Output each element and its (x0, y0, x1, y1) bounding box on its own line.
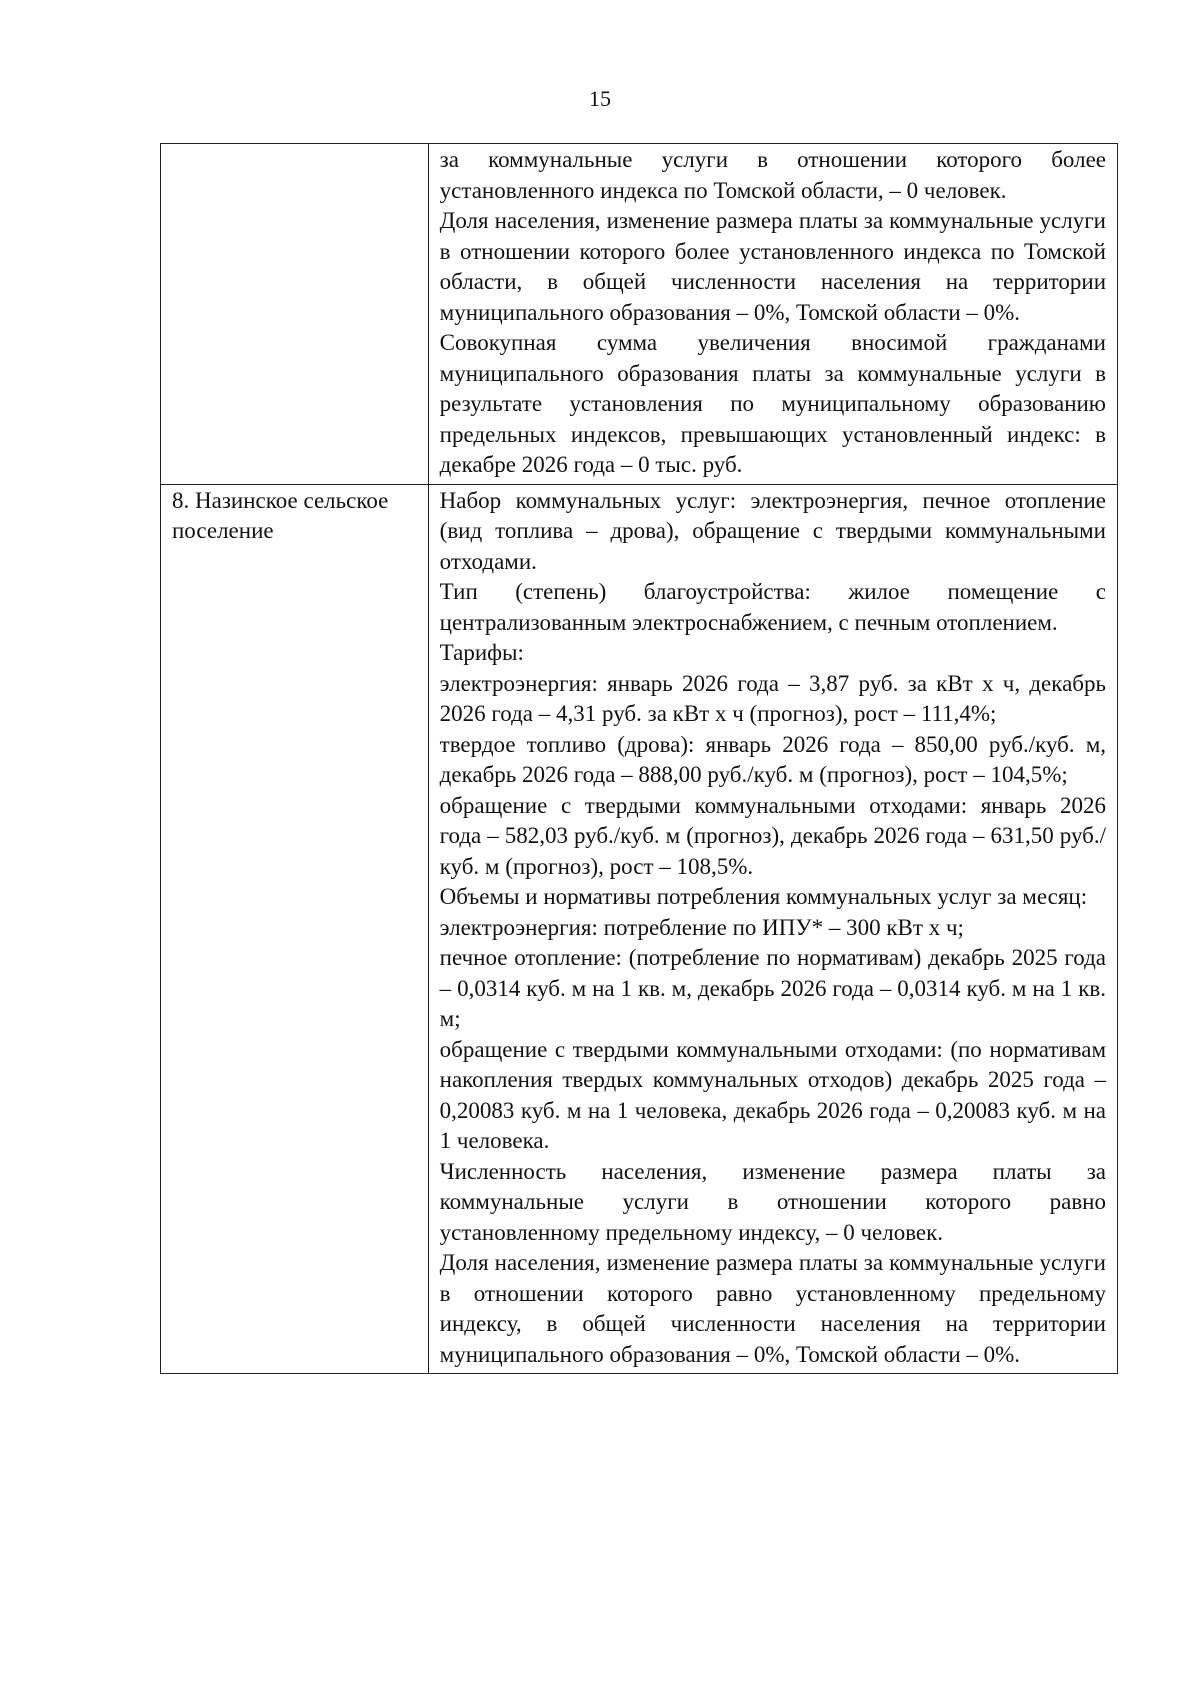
description-paragraph: Объемы и нормативы потребления коммунальных услуг за месяц: (439, 884, 1088, 909)
description-paragraph: Численность населения, изменение размера платы за коммунальные услуги в отношении которого равно установленному предельному индексу, – 0 человек. (439, 1158, 1106, 1245)
description-paragraph: электроэнергия: потребление по ИПУ* – 300 кВт х ч; (439, 914, 964, 940)
municipality-name-cell (161, 144, 429, 485)
table-row (161, 484, 1118, 1374)
description-paragraph: Набор коммунальных услуг: электроэнергия, печное отопление (вид топлива – дрова), обращение с твердыми коммунальными отходами. (439, 487, 1106, 574)
description-paragraph: электроэнергия: январь 2026 года – 3,87 руб. за кВт х ч, декабрь 2026 года – 4,31 руб. за кВт х ч (прогноз), рост – 111,4%; (439, 670, 1106, 726)
description-paragraph: твердое топливо (дрова): январь 2026 года – 850,00 руб./куб. м, декабрь 2026 года – 888,00 руб./куб. м (прогноз), рост – 104,5%; (439, 731, 1106, 787)
page-number: 15 (589, 86, 611, 111)
description-paragraph: за коммунальные услуги в отношении которого более установленного индекса по Томской области, – 0 человек. (439, 147, 1106, 203)
description-paragraph: Доля населения, изменение размера платы за коммунальные услуги в отношении которого равно установленному предельному индексу, в общей численности населения на территории муниципального образования – 0%, Томской области – 0%. (439, 1250, 1106, 1367)
description-paragraph: Тип (степень) благоустройства: жилое помещение с централизованным электроснабжением, с печным отоплением. (439, 579, 1106, 635)
description-cell (428, 144, 1117, 485)
description-paragraph: Совокупная сумма увеличения вносимой гражданами муниципального образования платы за коммунальные услуги в результате установления по муниципальному образованию предельных индексов, превышающих установленный индекс: в декабре 2026 года – 0 тыс. руб. (439, 330, 1106, 477)
description-paragraph: обращение с твердыми коммунальными отходами: (по нормативам накопления твердых коммунальных отходов) декабрь 2025 года – 0,20083 куб. м на 1 человека, декабрь 2026 года – 0,20083 куб. м на 1 человека. (439, 1036, 1106, 1153)
description-cell (428, 484, 1117, 1374)
description-paragraph: Доля населения, изменение размера платы за коммунальные услуги в отношении которого более установленного индекса по Томской области, в общей численности населения на территории муниципального образования – 0%, Томской области – 0%. (439, 208, 1106, 325)
description-paragraph: обращение с твердыми коммунальными отходами: январь 2026 года – 582,03 руб./куб. м (прогноз), декабрь 2026 года – 631,50 руб./куб. м (прогноз), рост – 108,5%. (439, 792, 1106, 879)
description-paragraph: печное отопление: (потребление по нормативам) декабрь 2025 года – 0,0314 куб. м на 1 кв. м, декабрь 2026 года – 0,0314 куб. м на 1 кв. м; (439, 945, 1106, 1031)
municipality-name-cell: 8. Назинское сельское поселение (161, 484, 429, 1374)
table-row (161, 144, 1118, 485)
municipality-tariff-table (160, 143, 1118, 1374)
description-paragraph: Тарифы: (439, 640, 524, 665)
